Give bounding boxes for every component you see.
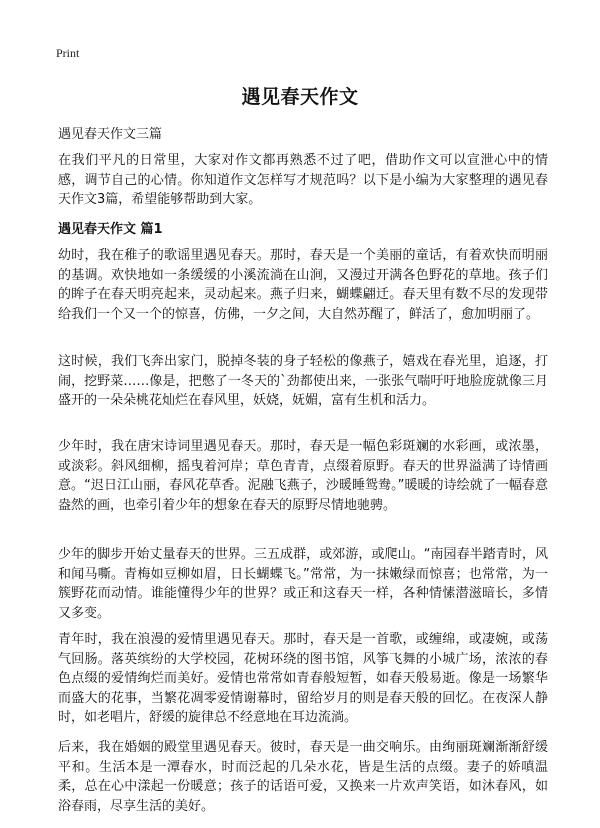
paragraph-6: 后来，我在婚姻的殿堂里遇见春天。彼时，春天是一曲交响乐。由绚丽斑斓渐渐舒缓平和。生活本是一潭春水，时而泛起的几朵水花，皆是生活的点缀。妻子的娇嗔温柔，总在心中漾起一份暖意；孩子的话语可爱，又换来一片欢声笑语，如沐春风，如浴春雨，尽享生活的美好。 <box>58 740 548 814</box>
document-subtitle: 遇见春天作文三篇 <box>58 127 163 142</box>
paragraph-4: 少年的脚步开始丈量春天的世界。三五成群，或郊游，或爬山。“南园春半踏青时，风和闻马嘶。青梅如豆柳如眉，日长蝴蝶飞。”常常，为一抹嫩绿而惊喜；也常常，为一簇野花而动情。谁能懂得少年的世界？或正和这春天一样，各种情愫潜滋暗长，多情又多变。 <box>58 547 548 621</box>
print-link[interactable]: Print <box>56 46 80 60</box>
section-heading: 遇见春天作文 篇1 <box>58 222 163 237</box>
paragraph-2: 这时候，我们飞奔出家门，脱掉冬装的身子轻松的像燕子，嬉戏在春光里，追逐，打闹，挖野菜……像是，把憋了一冬天的`劲都使出来，一张张气喘吁吁地脸庞就像三月盛开的一朵朵桃花灿烂在春风里，妖娆，妩媚，富有生机和活力。 <box>58 354 548 408</box>
paragraph-3: 少年时，我在唐宋诗词里遇见春天。那时，春天是一幅色彩斑斓的水彩画，或浓墨，或淡彩。斜风细柳，摇曳着河岸；草色青青，点缀着原野。春天的世界溢满了诗情画意。“迟日江山丽，春风花草香。泥融飞燕子，沙暖睡鸳鸯。”暖暖的诗绘就了一幅春意盎然的画，也牵引着少年的想象在春天的原野尽情地驰骋。 <box>58 439 548 513</box>
intro-paragraph: 在我们平凡的日常里，大家对作文都再熟悉不过了吧，借助作文可以宣泄心中的情感，调节自己的心情。你知道作文怎样写才规范吗？以下是小编为大家整理的遇见春天作文3篇，希望能够帮助到大家。 <box>58 153 548 207</box>
document-title: 遇见春天作文 <box>241 86 359 108</box>
paragraph-1: 幼时，我在稚子的歌谣里遇见春天。那时，春天是一个美丽的童话，有着欢快而明丽的基调。欢快地如一条缓缓的小溪流淌在山涧，又漫过开满各色野花的草地。孩子们的眸子在春天明亮起来，灵动起来。燕子归来，蝴蝶翩迁。春天里有数不尽的发现带给我们一个又一个的惊喜，仿佛，一夕之间，大自然苏醒了，鲜活了，愈加明丽了。 <box>58 248 548 322</box>
paragraph-5: 青年时，我在浪漫的爱情里遇见春天。那时，春天是一首歌，或缠绵，或凄婉，或荡气回肠。落英缤纷的大学校园，花树环绕的图书馆，风筝飞舞的小城广场，浓浓的春色点缀的爱情绚烂而美好。爱情也常常如青春般短暂，如春天般易逝。像是一场繁华而盛大的花事，当繁花凋零爱情谢幕时，留给岁月的则是春天般的回忆。在夜深人静时，如老唱片，舒缓的旋律总不经意地在耳边流淌。 <box>58 632 548 725</box>
